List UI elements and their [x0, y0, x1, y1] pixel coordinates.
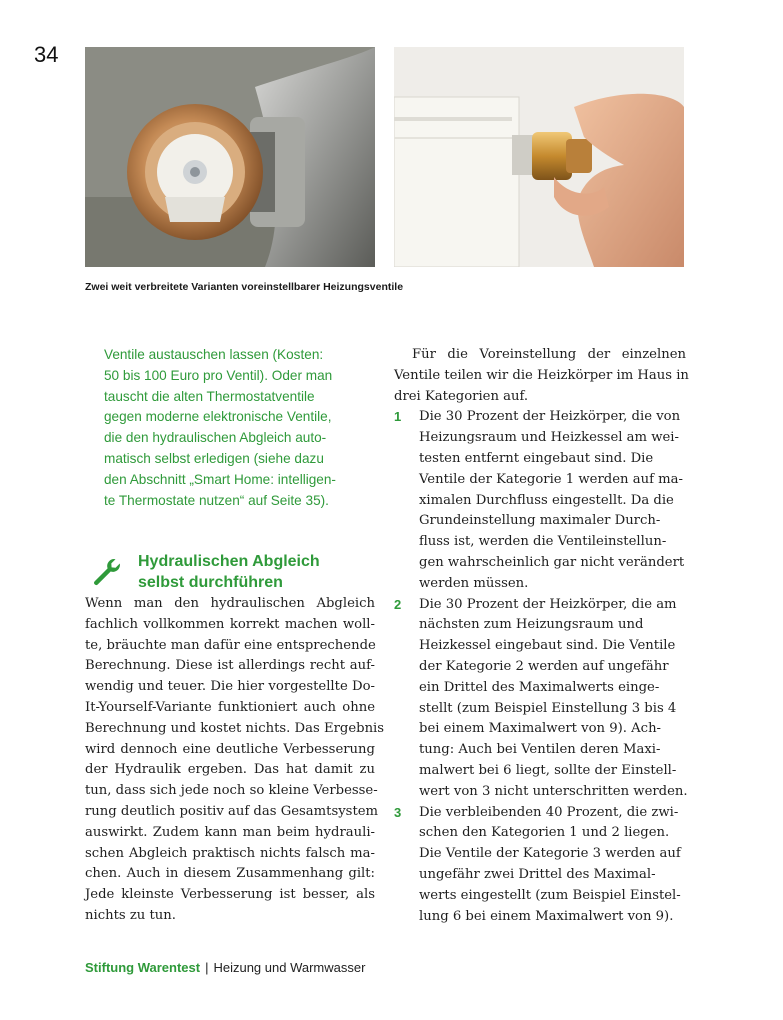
valve-hand-photo — [394, 47, 684, 267]
body-line: Berechnung und kostet nichts. Das Ergebnis — [85, 720, 385, 736]
list-line: der Kategorie 2 werden auf ungefähr — [419, 658, 669, 674]
list-line: Die verbleibenden 40 Prozent, die zwi- — [419, 804, 679, 820]
green-text-line: 50 bis 100 Euro pro Ventil). Oder man — [104, 367, 333, 383]
list-line: ein Drittel des Maximalwerts einge- — [419, 679, 660, 695]
green-text-line: matisch selbst erledigen (siehe dazu — [104, 450, 324, 466]
page-number: 34 — [34, 42, 59, 67]
green-text-line: die den hydraulischen Abgleich auto- — [104, 430, 327, 446]
list-line: malwert bei 6 liegt, sollte der Einstell- — [419, 762, 677, 778]
list-number: 2 — [394, 596, 402, 612]
intro-line: Für die Voreinstellung der einzelnen — [412, 347, 686, 362]
figure-caption: Zwei weit verbreitete Varianten voreinstellbarer Heizungsventile — [85, 281, 404, 293]
footer-topic: Heizung und Warmwasser — [213, 960, 366, 975]
body-line: der Hydraulik ergeben. Das hat damit zu — [85, 762, 375, 778]
list-line: tung: Auch bei Ventilen deren Maxi- — [419, 742, 661, 758]
right-column — [394, 345, 689, 927]
body-line: tun, dass sich jede noch so kleine Verbesse- — [85, 783, 378, 799]
body-line: It-Yourself-Variante funktioniert auch ohne — [85, 699, 375, 715]
list-line: Heizkessel eingebaut sind. Die Ventile — [419, 638, 676, 654]
page-footer — [85, 960, 365, 975]
list-line: werden müssen. — [419, 575, 529, 591]
list-item — [394, 595, 686, 803]
body-line: auswirkt. Zudem kann man beim hydrauli- — [85, 824, 375, 840]
body-line: Wenn man den hydraulischen Abgleich — [85, 596, 375, 611]
green-text-line: Ventile austauschen lassen (Kosten: — [104, 347, 324, 362]
green-text-line: tauscht die alten Thermostatventile — [104, 388, 315, 404]
body-line: nichts zu tun. — [85, 907, 176, 923]
intro-line: drei Kategorien auf. — [394, 388, 529, 404]
section-heading — [138, 551, 320, 593]
list-line: wert von 3 nicht unterschritten werden. — [419, 783, 688, 799]
body-line: wendig und teuer. Die hier vorgestellte Do- — [85, 679, 375, 695]
list-line: lung 6 bei einem Maximalwert von 9). — [419, 908, 674, 924]
green-text-line: te Thermostate nutzen“ auf Seite 35). — [104, 492, 329, 508]
body-line: Berechnung. Diese ist allerdings recht auf- — [85, 658, 375, 674]
list-line: gen wahrscheinlich gar nicht verändert — [419, 554, 685, 570]
list-line: Die Ventile der Kategorie 3 werden auf — [419, 846, 681, 862]
list-line: werts eingestellt (zum Beispiel Einstel- — [419, 887, 681, 903]
body-line: rung deutlich positiv auf das Gesamtsystem — [85, 803, 379, 819]
list-line: Heizungsraum und Heizkessel am wei- — [419, 430, 679, 446]
list-line: schen den Kategorien 1 und 2 liegen. — [419, 825, 670, 841]
footer-separator: | — [205, 960, 209, 975]
list-line: Grundeinstellung maximaler Durch- — [419, 513, 661, 529]
section-body — [85, 594, 385, 927]
list-line: stellt (zum Beispiel Einstellung 3 bis 4 — [419, 700, 677, 716]
body-line: chen. Auch in diesem Zusammenhang gilt: — [85, 866, 375, 882]
list-item — [394, 803, 686, 928]
body-line: wird dennoch eine deutliche Verbesserung — [85, 741, 375, 757]
body-line: te, bräuchte man dafür eine entsprechende — [85, 637, 376, 653]
green-text-line: gegen moderne elektronische Ventile, — [104, 409, 332, 425]
list-line: fluss ist, werden die Ventileinstellun- — [419, 534, 667, 550]
list-line: nächsten zum Heizungsraum und — [419, 617, 644, 633]
section-heading-line: Hydraulischen Abgleich — [138, 553, 320, 570]
list-line: Die 30 Prozent der Heizkörper, die am — [419, 596, 677, 612]
list-number: 3 — [394, 804, 402, 820]
list-line: Die 30 Prozent der Heizkörper, die von — [419, 409, 681, 425]
list-line: testen entfernt eingebaut sind. Die — [419, 450, 654, 466]
thermostat-valve-photo — [85, 47, 375, 267]
list-number: 1 — [394, 409, 402, 425]
list-line: Ventile der Kategorie 1 werden auf ma- — [419, 471, 683, 487]
intro-line: Ventile teilen wir die Heizkörper im Haus in — [394, 367, 689, 383]
green-text-line: den Abschnitt „Smart Home: intelligen- — [104, 471, 336, 487]
list-item — [394, 407, 686, 594]
section-heading-line: selbst durchführen — [138, 574, 283, 591]
list-line: ximalen Durchfluss eingestellt. Da die — [419, 492, 674, 508]
body-line: schen Abgleich praktisch nichts falsch ma- — [85, 845, 375, 861]
body-line: fachlich vollkommen korrekt machen woll- — [85, 616, 375, 632]
footer-brand: Stiftung Warentest — [85, 960, 201, 975]
list-line: ungefähr zwei Drittel des Maximal- — [419, 866, 656, 882]
wrench-icon — [91, 556, 121, 586]
list-line: bei einem Maximalwert von 9). Ach- — [419, 721, 662, 737]
green-info-text — [104, 345, 374, 511]
body-line: Jede kleinste Verbesserung ist besser, als — [85, 887, 375, 903]
